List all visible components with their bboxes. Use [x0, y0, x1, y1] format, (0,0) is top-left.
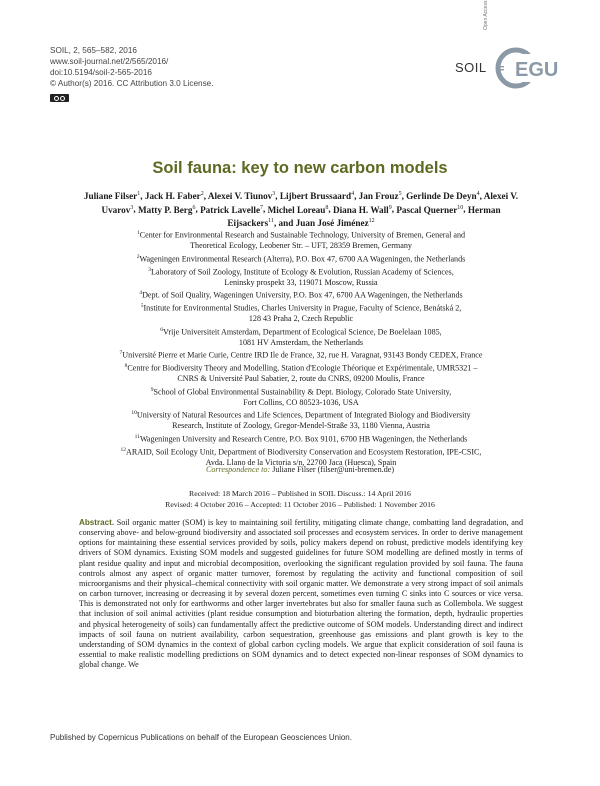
author-affiliation-number: 11 [268, 217, 274, 224]
creative-commons-badge[interactable] [50, 94, 69, 102]
affiliation-number: 6 [160, 326, 164, 333]
affiliation-number: 5 [140, 303, 144, 310]
author-name: Jack H. Faber$^2$ [144, 191, 204, 202]
received-published-line: Received: 18 March 2016 – Published in SOIL Discuss.: 14 April 2016 [189, 489, 411, 498]
author-name: Michel Loreau$^8$ [267, 204, 329, 215]
author-affiliation-number: 1 [137, 191, 141, 197]
author-affiliation-number: 4 [351, 191, 355, 197]
affiliation-number: 1 [136, 230, 140, 236]
affiliation-line: Theoretical Ecology, Leobener Str. – UFT, 28359 Bremen, Germany [190, 241, 412, 251]
license-line: © Author(s) 2016. CC Attribution 3.0 License. [50, 79, 214, 88]
author-name: Gerlinde De Deyn$^4$ [406, 191, 480, 202]
affiliation-line: 128 43 Praha 2, Czech Republic [248, 314, 354, 324]
affiliation-item [70, 325, 532, 349]
affiliation-line: $^7$Université Pierre et Marie Curie, Centre IRD Ile de France, 32, rue H. Varagnat, 93143 Bondy CEDEX, France [119, 350, 483, 360]
author-affiliation-number: 8 [325, 204, 329, 211]
abstract-label: Abstract. [79, 518, 115, 527]
paper-title: Soil fauna: key to new carbon models [152, 159, 448, 177]
affiliation-line: $^4$Dept. of Soil Quality, Wageningen University, P.O. Box 47, 6700 AA Wageningen, the Netherlands [139, 290, 463, 300]
affiliation-list [70, 228, 532, 468]
affiliation-item [70, 361, 532, 385]
affiliation-item [70, 288, 532, 301]
citation-line: SOIL, 2, 565–582, 2016 [50, 46, 137, 55]
author-name: Juliane Filser$^1$ [83, 191, 141, 202]
author-affiliation-number: 7 [260, 204, 264, 211]
affiliation-number: 12 [120, 446, 127, 453]
affiliation-number: 9 [150, 386, 154, 393]
affiliation-number: 8 [124, 363, 128, 370]
author-name: Jan Frouz$^5$ [358, 191, 402, 202]
revised-accepted-line: Revised: 4 October 2016 – Accepted: 11 October 2016 – Published: 1 November 2016 [165, 499, 435, 509]
affiliation-line: Leninsky prospekt 33, 119071 Moscow, Russia [224, 277, 378, 287]
affiliation-line: Fort Collins, CO 80523-1036, USA [243, 397, 359, 407]
correspondence-line [0, 465, 600, 474]
affiliation-number: 7 [119, 350, 123, 357]
affiliation-line: $^9$School of Global Environmental Sustainability & Dept. Biology, Colorado State University, [150, 386, 452, 397]
affiliation-item [70, 385, 532, 409]
publication-dates [0, 489, 600, 511]
affiliation-line: Research, Institute of Zoology, Gregor-Mendel-Straße 33, 1180 Vienna, Austria [172, 421, 430, 431]
abstract [79, 518, 523, 670]
affiliation-item [70, 408, 532, 432]
affiliation-line: $^1$Center for Environmental Research and Sustainable Technology, University of Bremen, General and [136, 230, 466, 240]
author-affiliation-number: 4 [476, 191, 480, 197]
affiliation-line: $^6$Vrije Universiteit Amsterdam, Department of Ecological Science, De Boelelaan 1085, [160, 326, 442, 337]
author-affiliation-number: 12 [368, 217, 375, 224]
author-name: and Juan José Jiménez$^{12}$ [278, 217, 375, 228]
affiliation-item [70, 348, 532, 361]
affiliation-line: $^3$Laboratory of Soil Zoology, Institute of Ecology & Evolution, Russian Academy of Sciences, [148, 266, 454, 277]
affiliation-number: 11 [134, 433, 140, 440]
affiliation-item [70, 432, 532, 445]
doi-link[interactable]: doi:10.5194/soil-2-565-2016 [50, 68, 152, 77]
affiliation-item [70, 228, 532, 252]
affiliation-number: 2 [136, 253, 140, 260]
egu-logo-text: EGU [515, 59, 559, 81]
affiliation-line: $^{10}$University of Natural Resources and Life Sciences, Department of Integrated Biology and Biodiversity [131, 410, 471, 420]
affiliation-number: 3 [148, 266, 152, 273]
author-name: Pascal Querner$^{10}$ [396, 204, 464, 215]
author-name: Herman Eijsackers$^{11}$ [227, 204, 501, 228]
author-name: Alexei V. Uvarov$^3$ [101, 191, 519, 215]
journal-url-link[interactable]: www.soil-journal.net/2/565/2016/ [50, 57, 169, 66]
author-name: Alexei V. Tiunov$^3$ [207, 191, 276, 202]
affiliation-item [70, 301, 532, 325]
journal-logo-text: SOIL [455, 60, 487, 75]
author-affiliation-number: 9 [388, 204, 392, 211]
affiliation-item [70, 252, 532, 265]
author-name: Patrick Lavelle$^7$ [200, 204, 264, 215]
author-affiliation-number: 6 [192, 204, 196, 211]
affiliation-line: $^{12}$ARAID, Soil Ecology Unit, Department of Biodiversity Conservation and Ecosystem Restoration, IPE-CSIC, [120, 446, 482, 457]
affiliation-line: $^8$Centre for Biodiversity Theory and Modelling, Station d'Ecologie Théorique et Expérimentale, UMR5321 – [124, 363, 478, 373]
author-affiliation-number: 3 [272, 191, 276, 197]
author-affiliation-number: 10 [457, 204, 464, 211]
author-name: Lijbert Brussaard$^4$ [279, 191, 355, 202]
author-affiliation-number: 3 [130, 204, 134, 211]
affiliation-line: Avda. Llano de la Victoria s/n, 22700 Jaca (Huesca), Spain [205, 457, 397, 467]
author-name: Diana H. Wall$^9$ [332, 204, 392, 215]
affiliation-line: CNRS & Université Paul Sabatier, 2, route du CNRS, 09200 Moulis, France [177, 374, 425, 384]
author-affiliation-number: 2 [200, 191, 204, 197]
author-affiliation-number: 5 [398, 191, 402, 197]
open-access-label: Open Access [483, 0, 489, 30]
affiliation-line: $^5$Institute for Environmental Studies, Charles University in Prague, Faculty of Science, Benátská 2, [140, 303, 462, 313]
publisher-footer: Published by Copernicus Publications on behalf of the European Geosciences Union. [50, 733, 352, 742]
journal-citation-block [50, 45, 214, 89]
affiliation-number: 10 [131, 410, 137, 417]
correspondence-text: Juliane Filser (filser@uni-bremen.de) [272, 465, 395, 474]
author-name: Matty P. Berg$^6$ [137, 204, 196, 215]
affiliation-line: $^2$Wageningen Environmental Research (Alterra), P.O. Box 47, 6700 AA Wageningen, the Netherlands [136, 253, 466, 264]
affiliation-item [70, 265, 532, 289]
affiliation-line: $^{11}$Wageningen University and Research Centre, P.O. Box 9101, 6700 HB Wageningen, the Netherlands [134, 433, 468, 444]
affiliation-line: 1081 HV Amsterdam, the Netherlands [238, 337, 364, 347]
author-list: Juliane Filser$^1$, Jack H. Faber$^2$, Alexei V. Tiunov$^3$, Lijbert Brussaard$^4$, Jan Frouz$^5$, Gerlinde De Deyn$^4$, Alexei V. Uvarov$^3$, Matty P. Berg$^6$, Patrick Lavelle$^7$, Michel Loreau$^8$, Diana H. Wall$^9$, Pascal Querner$^{10}$, Herman Eijsackers$^{11}$, and Juan José Jiménez$^{12}$ [83, 191, 519, 228]
affiliation-number: 4 [139, 290, 143, 297]
abstract-text: Soil organic matter (SOM) is key to maintaining soil fertility, mitigating climate change, combatting land degradation, and conserving above- and below-ground biodiversity and associated soil processes and ecosystem services. In order to derive management options for maintaining these essential services provided by soils, policy makers depend on robust, predictive models identifying key drivers of SOM dynamics. Existing SOM models and suggested guidelines for future SOM modelling are defined mostly in terms of plant residue quality and input and microbial decomposition, overlooking the significant regulation provided by soil fauna. The fauna controls almost any aspect of organic matter turnover, foremost by regulating the activity and functional composition of soil microorganisms and their physical–chemical connectivity with soil organic matter. We demonstrate a very strong impact of soil animals on carbon turnover, increasing or decreasing it by several dozen percent, sometimes even turning C sinks into C sources or vice versa. This is demonstrated not only for earthworms and other larger invertebrates but also for smaller fauna such as Collembola. We suggest that inclusion of soil animal activities (plant residue consumption and bioturbation altering the formation, depth, hydraulic properties and physical heterogeneity of soils) can fundamentally affect the predictive outcome of SOM models. Understanding direct and indirect impacts of soil fauna on nutrient availability, carbon sequestration, greenhouse gas emissions and plant growth is key to the understanding of SOM dynamics in the context of global carbon cycling models. We argue that explicit consideration of soil fauna is essential to make realistic modelling predictions on SOM dynamics and to detect expected non-linear responses of SOM dynamics to global change. We [79, 518, 523, 670]
correspondence-label: Correspondence to: [205, 465, 271, 474]
egu-logo-icon [494, 46, 559, 90]
